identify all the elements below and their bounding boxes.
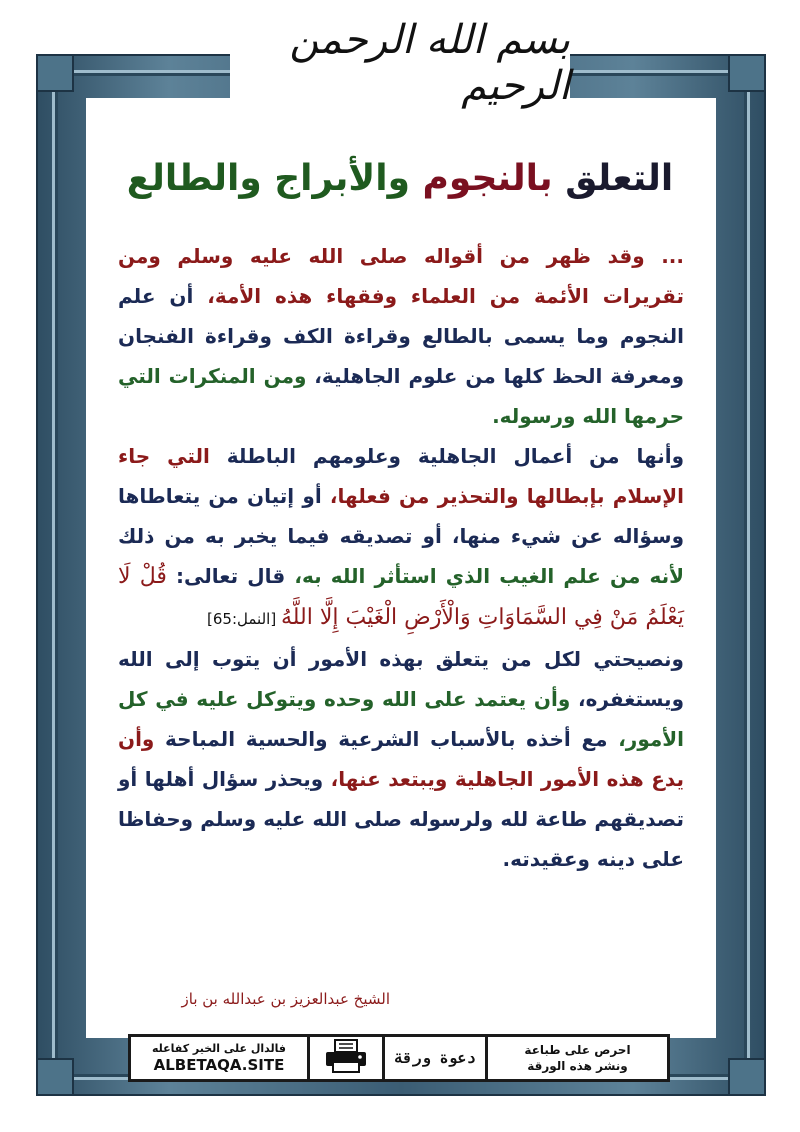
quran-verse: قُلْ لَا يَعْلَمُ مَنْ فِي السَّمَاوَاتِ وَالْأَرْضِ الْغَيْبَ إِلَّا اللَّهُ <box>118 564 684 630</box>
basmala-calligraphy <box>230 8 570 118</box>
p3-green: وأن يعتمد على الله وحده ويتوكل عليه في كل الأمور، <box>118 687 684 751</box>
paragraph-3 <box>118 639 684 879</box>
title-part2: بالنجوم <box>422 158 553 199</box>
footer-print-line2: ونشر هذه الورقة <box>527 1059 628 1073</box>
footer-dal-text: فالدال على الخير كفاعله <box>151 1042 287 1055</box>
title-part3: والأبراج والطالع <box>126 158 410 199</box>
footer-printer-block <box>310 1037 385 1079</box>
article-body <box>118 236 684 879</box>
footer-bar <box>128 1034 670 1082</box>
p2-navy1: وأنها من أعمال الجاهلية وعلومهم الباطلة <box>209 444 685 468</box>
paragraph-1 <box>118 236 684 436</box>
p1-navy: أن علم النجوم وما يسمى بالطالع وقراءة الكف وقراءة الفنجان ومعرفة الحظ كلها من علوم الجاهلية، <box>118 284 684 388</box>
author-signature: الشيخ عبدالعزيز بن عبدالله بن باز <box>181 990 390 1008</box>
p2-green: لأنه من علم الغيب الذي استأثر الله به، <box>285 564 685 588</box>
footer-logo-text: دعوة ورقة <box>394 1049 476 1067</box>
footer-logo <box>385 1037 488 1079</box>
footer-site-link[interactable]: ALBETAQA.SITE <box>153 1056 285 1074</box>
paragraph-2 <box>118 436 684 639</box>
p2-red: التي جاء الإسلام بإبطالها والتحذير من فعلها، <box>118 444 684 508</box>
title-part1: التعلق <box>565 158 674 199</box>
printer-icon <box>323 1038 369 1078</box>
footer-site-block <box>131 1037 310 1079</box>
p3-navy3: ويحذر سؤال أهلها أو تصديقهم طاعة لله ولرسوله صلى الله عليه وسلم وحفاظا على دينه وعقيدته. <box>118 767 684 871</box>
p2-navy3: قال تعالى: <box>166 564 286 588</box>
p2-navy2: أو إتيان من يتعاطاها وسؤاله عن شيء منها، أو تصديقه فيما يخبر به من ذلك <box>118 484 684 548</box>
page-title <box>100 155 700 203</box>
footer-print-line1: احرص على طباعة <box>524 1043 631 1057</box>
p3-red: وأن يدع هذه الأمور الجاهلية ويبتعد عنها، <box>118 727 684 791</box>
footer-print-note <box>488 1037 667 1079</box>
frame-corner <box>728 54 766 92</box>
p3-navy1: ونصيحتي لكل من يتعلق بهذه الأمور أن يتوب إلى الله ويستغفره، <box>118 647 685 711</box>
frame-corner <box>36 54 74 92</box>
p3-navy2: مع أخذه بالأسباب الشرعية والحسية المباحة <box>154 727 608 751</box>
p1-green: ومن المنكرات التي حرمها الله ورسوله. <box>118 364 684 428</box>
basmala-text: بسم الله الرحمن الرحيم <box>289 17 570 109</box>
verse-reference: [النمل:65] <box>207 610 281 628</box>
p1-red: ... وقد ظهر من أقواله صلى الله عليه وسلم ومن تقريرات الأئمة من العلماء وفقهاء هذه الأمة، <box>118 244 684 308</box>
frame-corner <box>36 1058 74 1096</box>
frame-corner <box>728 1058 766 1096</box>
